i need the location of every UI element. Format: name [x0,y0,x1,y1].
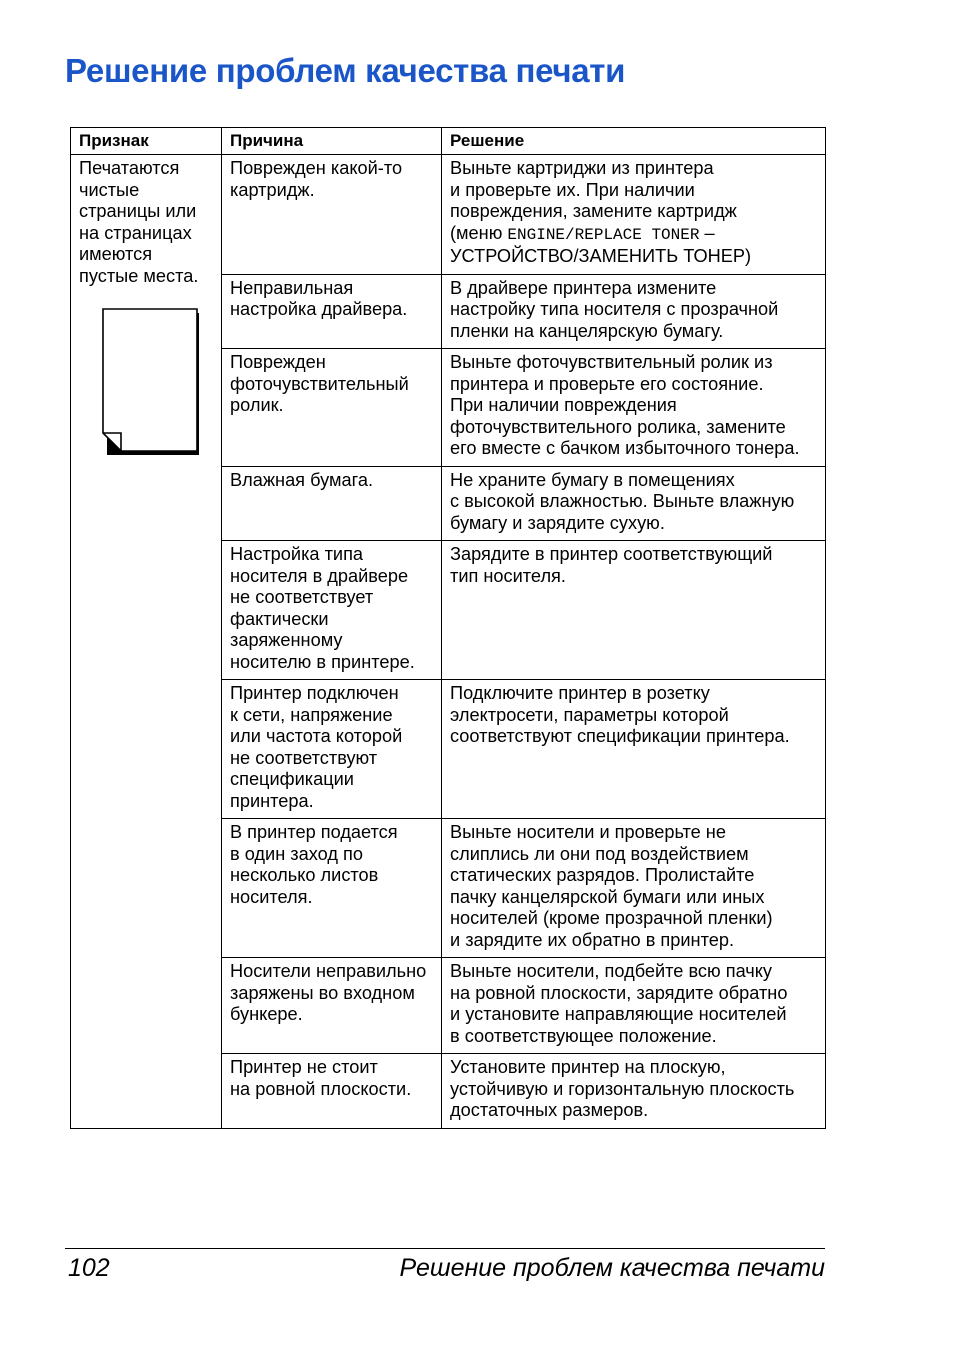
cause-cell: Влажная бумага. [222,466,442,541]
solution-text: – УСТРОЙСТВО/ЗАМЕНИТЬ ТОНЕР) [450,222,752,266]
troubleshooting-table [70,127,826,1129]
symptom-text: Печатаются чистые страницы или на страницах имеются пустые места. [79,158,199,286]
footer-divider [65,1248,825,1249]
table-header-row [71,128,826,155]
solution-cell: В драйвере принтера измените настройку типа носителя с прозрачной пленки на канцелярскую бумагу. [442,274,826,349]
cause-cell: Принтер не стоит на ровной плоскости. [222,1054,442,1129]
solution-cell: Подключите принтер в розетку электросети, параметры которой соответствуют спецификации принтера. [442,680,826,819]
cause-cell: Настройка типа носителя в драйвере не соответствует фактически заряженному носителю в принтере. [222,541,442,680]
page-title: Решение проблем качества печати [65,52,626,89]
solution-cell [442,155,826,275]
cause-cell: Неправильная настройка драйвера. [222,274,442,349]
solution-cell: Не храните бумагу в помещениях с высокой влажностью. Выньте влажную бумагу и зарядите сухую. [442,466,826,541]
header-solution: Решение [442,128,826,155]
solution-text: Выньте картриджи из принтера и проверьте их. При наличии повреждения, замените картридж (меню [450,158,737,243]
page-number: 102 [68,1254,110,1282]
symptom-cell [71,155,222,1129]
table-row [71,155,826,275]
solution-cell: Выньте носители, подбейте всю пачку на ровной плоскости, зарядите обратно и установите направляющие носителей в соответствующее положение. [442,958,826,1054]
header-symptom: Признак [71,128,222,155]
solution-cell: Выньте носители и проверьте не слиплись ли они под воздействием статических разрядов. Пролистайте пачку канцелярской бумаги или иных носителей (кроме прозрачной пленки) и зарядите их обратно в принтер. [442,819,826,958]
solution-cell: Установите принтер на плоскую, устойчивую и горизонтальную плоскость достаточных размеров. [442,1054,826,1129]
blank-page-icon [95,307,205,457]
footer-title: Решение проблем качества печати [399,1254,825,1282]
cause-cell: Принтер подключен к сети, напряжение или частота которой не соответствуют спецификации принтера. [222,680,442,819]
solution-cell: Выньте фоточувствительный ролик из принтера и проверьте его состояние. При наличии повреждения фоточувствительного ролика, замените его вместе с бачком избыточного тонера. [442,349,826,467]
menu-path: ENGINE/REPLACE TONER [507,225,700,244]
cause-cell: Поврежден какой-то картридж. [222,155,442,275]
cause-cell: Поврежден фоточувствительный ролик. [222,349,442,467]
cause-cell: Носители неправильно заряжены во входном бункере. [222,958,442,1054]
header-cause: Причина [222,128,442,155]
cause-cell: В принтер подается в один заход по несколько листов носителя. [222,819,442,958]
solution-cell: Зарядите в принтер соответствующий тип носителя. [442,541,826,680]
